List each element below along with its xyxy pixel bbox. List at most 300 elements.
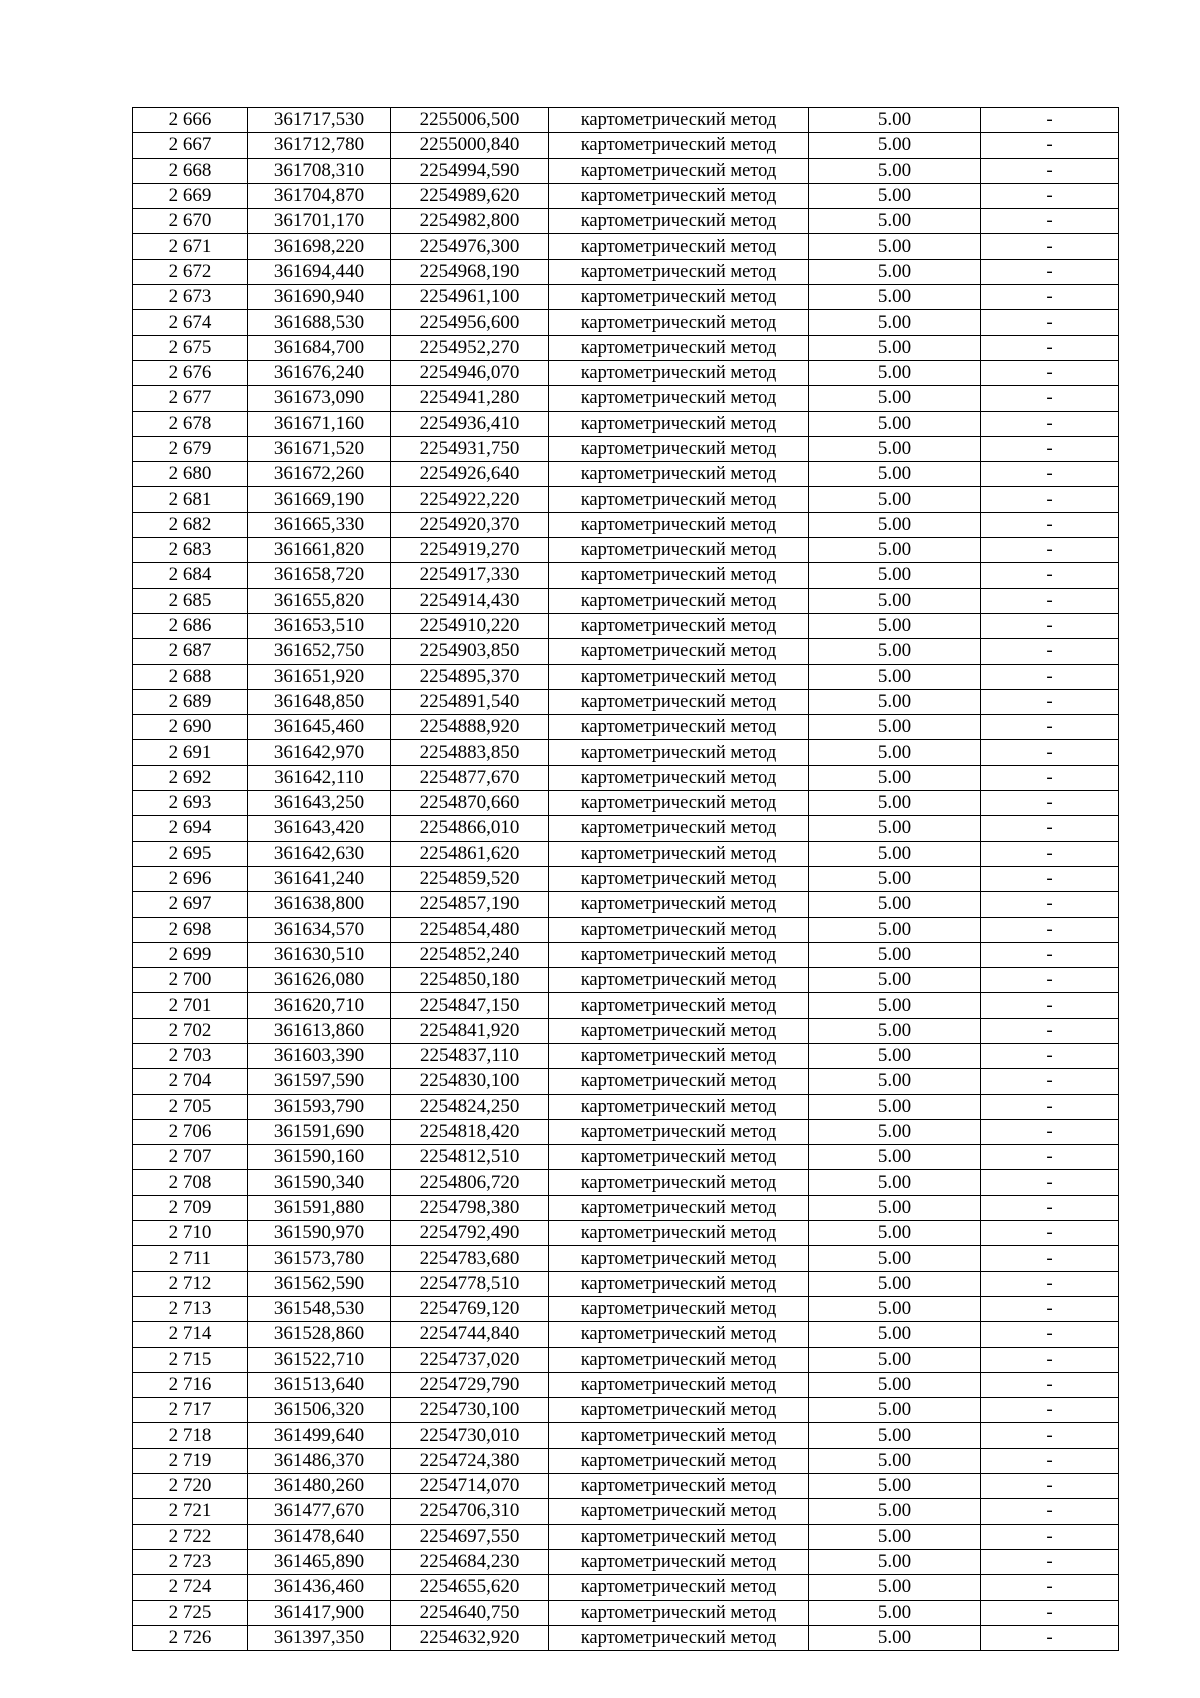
- x-coordinate-cell: 361643,420: [248, 816, 391, 841]
- table-row: [133, 335, 1119, 360]
- note-cell: -: [981, 1372, 1119, 1397]
- method-cell: картометрический метод: [549, 1499, 809, 1524]
- y-coordinate-cell: 2254847,150: [391, 993, 549, 1018]
- table-row: [133, 841, 1119, 866]
- y-coordinate-cell: 2254737,020: [391, 1347, 549, 1372]
- y-coordinate-cell: 2254920,370: [391, 512, 549, 537]
- method-cell: картометрический метод: [549, 1221, 809, 1246]
- point-number-cell: 2 682: [133, 512, 248, 537]
- point-number-cell: 2 667: [133, 133, 248, 158]
- point-number-cell: 2 696: [133, 866, 248, 891]
- table-row: [133, 689, 1119, 714]
- note-cell: -: [981, 841, 1119, 866]
- x-coordinate-cell: 361613,860: [248, 1018, 391, 1043]
- table-row: [133, 1524, 1119, 1549]
- note-cell: -: [981, 1195, 1119, 1220]
- method-cell: картометрический метод: [549, 1423, 809, 1448]
- table-row: [133, 1094, 1119, 1119]
- accuracy-cell: 5.00: [809, 1474, 981, 1499]
- accuracy-cell: 5.00: [809, 1069, 981, 1094]
- point-number-cell: 2 709: [133, 1195, 248, 1220]
- point-number-cell: 2 673: [133, 285, 248, 310]
- note-cell: -: [981, 1600, 1119, 1625]
- y-coordinate-cell: 2254946,070: [391, 360, 549, 385]
- y-coordinate-cell: 2254866,010: [391, 816, 549, 841]
- method-cell: картометрический метод: [549, 816, 809, 841]
- accuracy-cell: 5.00: [809, 1119, 981, 1144]
- method-cell: картометрический метод: [549, 841, 809, 866]
- x-coordinate-cell: 361652,750: [248, 639, 391, 664]
- table-row: [133, 133, 1119, 158]
- method-cell: картометрический метод: [549, 968, 809, 993]
- method-cell: картометрический метод: [549, 942, 809, 967]
- table-row: [133, 1372, 1119, 1397]
- note-cell: -: [981, 1549, 1119, 1574]
- table-row: [133, 183, 1119, 208]
- note-cell: -: [981, 866, 1119, 891]
- accuracy-cell: 5.00: [809, 1221, 981, 1246]
- x-coordinate-cell: 361708,310: [248, 158, 391, 183]
- y-coordinate-cell: 2255000,840: [391, 133, 549, 158]
- y-coordinate-cell: 2254982,800: [391, 209, 549, 234]
- y-coordinate-cell: 2254684,230: [391, 1549, 549, 1574]
- accuracy-cell: 5.00: [809, 1398, 981, 1423]
- method-cell: картометрический метод: [549, 917, 809, 942]
- table-row: [133, 158, 1119, 183]
- note-cell: -: [981, 639, 1119, 664]
- method-cell: картометрический метод: [549, 765, 809, 790]
- table-row: [133, 942, 1119, 967]
- accuracy-cell: 5.00: [809, 1195, 981, 1220]
- x-coordinate-cell: 361486,370: [248, 1448, 391, 1473]
- y-coordinate-cell: 2254931,750: [391, 436, 549, 461]
- point-number-cell: 2 704: [133, 1069, 248, 1094]
- y-coordinate-cell: 2254806,720: [391, 1170, 549, 1195]
- table-row: [133, 1069, 1119, 1094]
- x-coordinate-cell: 361436,460: [248, 1575, 391, 1600]
- table-row: [133, 1575, 1119, 1600]
- point-number-cell: 2 688: [133, 664, 248, 689]
- table-row: [133, 285, 1119, 310]
- accuracy-cell: 5.00: [809, 436, 981, 461]
- method-cell: картометрический метод: [549, 1600, 809, 1625]
- accuracy-cell: 5.00: [809, 259, 981, 284]
- method-cell: картометрический метод: [549, 487, 809, 512]
- point-number-cell: 2 679: [133, 436, 248, 461]
- table-row: [133, 487, 1119, 512]
- table-row: [133, 538, 1119, 563]
- y-coordinate-cell: 2254976,300: [391, 234, 549, 259]
- note-cell: -: [981, 335, 1119, 360]
- point-number-cell: 2 698: [133, 917, 248, 942]
- point-number-cell: 2 711: [133, 1246, 248, 1271]
- x-coordinate-cell: 361672,260: [248, 462, 391, 487]
- table-row: [133, 209, 1119, 234]
- method-cell: картометрический метод: [549, 310, 809, 335]
- table-row: [133, 259, 1119, 284]
- accuracy-cell: 5.00: [809, 639, 981, 664]
- method-cell: картометрический метод: [549, 1322, 809, 1347]
- point-number-cell: 2 693: [133, 791, 248, 816]
- y-coordinate-cell: 2254961,100: [391, 285, 549, 310]
- accuracy-cell: 5.00: [809, 1549, 981, 1574]
- x-coordinate-cell: 361638,800: [248, 892, 391, 917]
- note-cell: -: [981, 1423, 1119, 1448]
- y-coordinate-cell: 2254903,850: [391, 639, 549, 664]
- note-cell: -: [981, 613, 1119, 638]
- method-cell: картометрический метод: [549, 1398, 809, 1423]
- point-number-cell: 2 674: [133, 310, 248, 335]
- y-coordinate-cell: 2254922,220: [391, 487, 549, 512]
- table-row: [133, 1119, 1119, 1144]
- method-cell: картометрический метод: [549, 462, 809, 487]
- note-cell: -: [981, 968, 1119, 993]
- method-cell: картометрический метод: [549, 993, 809, 1018]
- x-coordinate-cell: 361694,440: [248, 259, 391, 284]
- table-row: [133, 411, 1119, 436]
- x-coordinate-cell: 361597,590: [248, 1069, 391, 1094]
- accuracy-cell: 5.00: [809, 1271, 981, 1296]
- note-cell: -: [981, 917, 1119, 942]
- x-coordinate-cell: 361634,570: [248, 917, 391, 942]
- x-coordinate-cell: 361590,160: [248, 1145, 391, 1170]
- method-cell: картометрический метод: [549, 1018, 809, 1043]
- x-coordinate-cell: 361651,920: [248, 664, 391, 689]
- y-coordinate-cell: 2254697,550: [391, 1524, 549, 1549]
- point-number-cell: 2 692: [133, 765, 248, 790]
- table-row: [133, 1474, 1119, 1499]
- table-row: [133, 765, 1119, 790]
- accuracy-cell: 5.00: [809, 715, 981, 740]
- accuracy-cell: 5.00: [809, 411, 981, 436]
- x-coordinate-cell: 361648,850: [248, 689, 391, 714]
- method-cell: картометрический метод: [549, 563, 809, 588]
- y-coordinate-cell: 2254910,220: [391, 613, 549, 638]
- note-cell: -: [981, 563, 1119, 588]
- y-coordinate-cell: 2254968,190: [391, 259, 549, 284]
- method-cell: картометрический метод: [549, 689, 809, 714]
- table-row: [133, 234, 1119, 259]
- x-coordinate-cell: 361591,690: [248, 1119, 391, 1144]
- method-cell: картометрический метод: [549, 1195, 809, 1220]
- point-number-cell: 2 685: [133, 588, 248, 613]
- table-row: [133, 1322, 1119, 1347]
- accuracy-cell: 5.00: [809, 1043, 981, 1068]
- y-coordinate-cell: 2254798,380: [391, 1195, 549, 1220]
- note-cell: -: [981, 892, 1119, 917]
- x-coordinate-cell: 361717,530: [248, 108, 391, 133]
- note-cell: -: [981, 411, 1119, 436]
- x-coordinate-cell: 361528,860: [248, 1322, 391, 1347]
- table-row: [133, 1195, 1119, 1220]
- accuracy-cell: 5.00: [809, 892, 981, 917]
- point-number-cell: 2 710: [133, 1221, 248, 1246]
- note-cell: -: [981, 386, 1119, 411]
- table-row: [133, 512, 1119, 537]
- accuracy-cell: 5.00: [809, 1296, 981, 1321]
- note-cell: -: [981, 310, 1119, 335]
- table-row: [133, 462, 1119, 487]
- point-number-cell: 2 678: [133, 411, 248, 436]
- x-coordinate-cell: 361671,520: [248, 436, 391, 461]
- y-coordinate-cell: 2254895,370: [391, 664, 549, 689]
- table-row: [133, 1625, 1119, 1650]
- method-cell: картометрический метод: [549, 1524, 809, 1549]
- x-coordinate-cell: 361626,080: [248, 968, 391, 993]
- y-coordinate-cell: 2254852,240: [391, 942, 549, 967]
- table-row: [133, 1018, 1119, 1043]
- y-coordinate-cell: 2254952,270: [391, 335, 549, 360]
- note-cell: -: [981, 816, 1119, 841]
- table-row: [133, 386, 1119, 411]
- accuracy-cell: 5.00: [809, 563, 981, 588]
- x-coordinate-cell: 361653,510: [248, 613, 391, 638]
- x-coordinate-cell: 361590,340: [248, 1170, 391, 1195]
- point-number-cell: 2 677: [133, 386, 248, 411]
- point-number-cell: 2 694: [133, 816, 248, 841]
- x-coordinate-cell: 361630,510: [248, 942, 391, 967]
- note-cell: -: [981, 1018, 1119, 1043]
- method-cell: картометрический метод: [549, 1372, 809, 1397]
- accuracy-cell: 5.00: [809, 1246, 981, 1271]
- y-coordinate-cell: 2255006,500: [391, 108, 549, 133]
- accuracy-cell: 5.00: [809, 1322, 981, 1347]
- point-number-cell: 2 680: [133, 462, 248, 487]
- x-coordinate-cell: 361661,820: [248, 538, 391, 563]
- x-coordinate-cell: 361655,820: [248, 588, 391, 613]
- note-cell: -: [981, 436, 1119, 461]
- accuracy-cell: 5.00: [809, 689, 981, 714]
- table-row: [133, 1347, 1119, 1372]
- x-coordinate-cell: 361397,350: [248, 1625, 391, 1650]
- method-cell: картометрический метод: [549, 892, 809, 917]
- table-row: [133, 917, 1119, 942]
- y-coordinate-cell: 2254744,840: [391, 1322, 549, 1347]
- table-row: [133, 1296, 1119, 1321]
- note-cell: -: [981, 234, 1119, 259]
- x-coordinate-cell: 361642,970: [248, 740, 391, 765]
- table-row: [133, 968, 1119, 993]
- method-cell: картометрический метод: [549, 1043, 809, 1068]
- point-number-cell: 2 703: [133, 1043, 248, 1068]
- point-number-cell: 2 669: [133, 183, 248, 208]
- note-cell: -: [981, 791, 1119, 816]
- point-number-cell: 2 686: [133, 613, 248, 638]
- note-cell: -: [981, 588, 1119, 613]
- accuracy-cell: 5.00: [809, 360, 981, 385]
- table-row: [133, 588, 1119, 613]
- table-row: [133, 360, 1119, 385]
- y-coordinate-cell: 2254655,620: [391, 1575, 549, 1600]
- y-coordinate-cell: 2254783,680: [391, 1246, 549, 1271]
- table-row: [133, 1170, 1119, 1195]
- accuracy-cell: 5.00: [809, 108, 981, 133]
- y-coordinate-cell: 2254989,620: [391, 183, 549, 208]
- point-number-cell: 2 699: [133, 942, 248, 967]
- x-coordinate-cell: 361620,710: [248, 993, 391, 1018]
- x-coordinate-cell: 361641,240: [248, 866, 391, 891]
- accuracy-cell: 5.00: [809, 841, 981, 866]
- x-coordinate-cell: 361593,790: [248, 1094, 391, 1119]
- x-coordinate-cell: 361671,160: [248, 411, 391, 436]
- note-cell: -: [981, 259, 1119, 284]
- point-number-cell: 2 687: [133, 639, 248, 664]
- x-coordinate-cell: 361522,710: [248, 1347, 391, 1372]
- y-coordinate-cell: 2254891,540: [391, 689, 549, 714]
- accuracy-cell: 5.00: [809, 310, 981, 335]
- accuracy-cell: 5.00: [809, 765, 981, 790]
- y-coordinate-cell: 2254888,920: [391, 715, 549, 740]
- point-number-cell: 2 684: [133, 563, 248, 588]
- accuracy-cell: 5.00: [809, 1575, 981, 1600]
- point-number-cell: 2 683: [133, 538, 248, 563]
- y-coordinate-cell: 2254830,100: [391, 1069, 549, 1094]
- y-coordinate-cell: 2254936,410: [391, 411, 549, 436]
- method-cell: картометрический метод: [549, 1170, 809, 1195]
- method-cell: картометрический метод: [549, 639, 809, 664]
- table-row: [133, 310, 1119, 335]
- note-cell: -: [981, 360, 1119, 385]
- method-cell: картометрический метод: [549, 411, 809, 436]
- table-row: [133, 740, 1119, 765]
- point-number-cell: 2 706: [133, 1119, 248, 1144]
- x-coordinate-cell: 361658,720: [248, 563, 391, 588]
- y-coordinate-cell: 2254914,430: [391, 588, 549, 613]
- x-coordinate-cell: 361645,460: [248, 715, 391, 740]
- y-coordinate-cell: 2254837,110: [391, 1043, 549, 1068]
- y-coordinate-cell: 2254854,480: [391, 917, 549, 942]
- note-cell: -: [981, 689, 1119, 714]
- point-number-cell: 2 689: [133, 689, 248, 714]
- table-row: [133, 1145, 1119, 1170]
- note-cell: -: [981, 462, 1119, 487]
- accuracy-cell: 5.00: [809, 968, 981, 993]
- method-cell: картометрический метод: [549, 158, 809, 183]
- table-row: [133, 639, 1119, 664]
- accuracy-cell: 5.00: [809, 1625, 981, 1650]
- point-number-cell: 2 670: [133, 209, 248, 234]
- method-cell: картометрический метод: [549, 108, 809, 133]
- x-coordinate-cell: 361688,530: [248, 310, 391, 335]
- method-cell: картометрический метод: [549, 335, 809, 360]
- table-row: [133, 892, 1119, 917]
- note-cell: -: [981, 183, 1119, 208]
- point-number-cell: 2 720: [133, 1474, 248, 1499]
- note-cell: -: [981, 1043, 1119, 1068]
- y-coordinate-cell: 2254730,100: [391, 1398, 549, 1423]
- x-coordinate-cell: 361548,530: [248, 1296, 391, 1321]
- point-number-cell: 2 726: [133, 1625, 248, 1650]
- accuracy-cell: 5.00: [809, 1423, 981, 1448]
- note-cell: -: [981, 1119, 1119, 1144]
- note-cell: -: [981, 1347, 1119, 1372]
- y-coordinate-cell: 2254841,920: [391, 1018, 549, 1043]
- note-cell: -: [981, 512, 1119, 537]
- accuracy-cell: 5.00: [809, 285, 981, 310]
- point-number-cell: 2 705: [133, 1094, 248, 1119]
- method-cell: картометрический метод: [549, 588, 809, 613]
- method-cell: картометрический метод: [549, 1069, 809, 1094]
- accuracy-cell: 5.00: [809, 942, 981, 967]
- note-cell: -: [981, 740, 1119, 765]
- y-coordinate-cell: 2254877,670: [391, 765, 549, 790]
- y-coordinate-cell: 2254706,310: [391, 1499, 549, 1524]
- point-number-cell: 2 725: [133, 1600, 248, 1625]
- note-cell: -: [981, 715, 1119, 740]
- note-cell: -: [981, 1069, 1119, 1094]
- x-coordinate-cell: 361712,780: [248, 133, 391, 158]
- accuracy-cell: 5.00: [809, 386, 981, 411]
- y-coordinate-cell: 2254714,070: [391, 1474, 549, 1499]
- table-row: [133, 1423, 1119, 1448]
- note-cell: -: [981, 1499, 1119, 1524]
- point-number-cell: 2 668: [133, 158, 248, 183]
- accuracy-cell: 5.00: [809, 158, 981, 183]
- method-cell: картометрический метод: [549, 613, 809, 638]
- y-coordinate-cell: 2254859,520: [391, 866, 549, 891]
- note-cell: -: [981, 1271, 1119, 1296]
- method-cell: картометрический метод: [549, 1549, 809, 1574]
- note-cell: -: [981, 1322, 1119, 1347]
- table-row: [133, 613, 1119, 638]
- x-coordinate-cell: 361673,090: [248, 386, 391, 411]
- y-coordinate-cell: 2254926,640: [391, 462, 549, 487]
- accuracy-cell: 5.00: [809, 740, 981, 765]
- y-coordinate-cell: 2254850,180: [391, 968, 549, 993]
- accuracy-cell: 5.00: [809, 1448, 981, 1473]
- y-coordinate-cell: 2254724,380: [391, 1448, 549, 1473]
- method-cell: картометрический метод: [549, 1347, 809, 1372]
- x-coordinate-cell: 361690,940: [248, 285, 391, 310]
- table-row: [133, 1549, 1119, 1574]
- table-row: [133, 1398, 1119, 1423]
- point-number-cell: 2 723: [133, 1549, 248, 1574]
- note-cell: -: [981, 1296, 1119, 1321]
- method-cell: картометрический метод: [549, 715, 809, 740]
- note-cell: -: [981, 209, 1119, 234]
- x-coordinate-cell: 361669,190: [248, 487, 391, 512]
- table-row: [133, 1271, 1119, 1296]
- y-coordinate-cell: 2254640,750: [391, 1600, 549, 1625]
- table-row: [133, 1448, 1119, 1473]
- x-coordinate-cell: 361465,890: [248, 1549, 391, 1574]
- y-coordinate-cell: 2254729,790: [391, 1372, 549, 1397]
- note-cell: -: [981, 487, 1119, 512]
- table-row: [133, 816, 1119, 841]
- method-cell: картометрический метод: [549, 436, 809, 461]
- method-cell: картометрический метод: [549, 259, 809, 284]
- note-cell: -: [981, 942, 1119, 967]
- x-coordinate-cell: 361499,640: [248, 1423, 391, 1448]
- x-coordinate-cell: 361591,880: [248, 1195, 391, 1220]
- x-coordinate-cell: 361478,640: [248, 1524, 391, 1549]
- y-coordinate-cell: 2254632,920: [391, 1625, 549, 1650]
- point-number-cell: 2 715: [133, 1347, 248, 1372]
- method-cell: картометрический метод: [549, 1271, 809, 1296]
- x-coordinate-cell: 361642,110: [248, 765, 391, 790]
- table-row: [133, 1221, 1119, 1246]
- note-cell: -: [981, 765, 1119, 790]
- accuracy-cell: 5.00: [809, 1600, 981, 1625]
- point-number-cell: 2 713: [133, 1296, 248, 1321]
- point-number-cell: 2 721: [133, 1499, 248, 1524]
- note-cell: -: [981, 1575, 1119, 1600]
- accuracy-cell: 5.00: [809, 1145, 981, 1170]
- point-number-cell: 2 707: [133, 1145, 248, 1170]
- accuracy-cell: 5.00: [809, 133, 981, 158]
- note-cell: -: [981, 1094, 1119, 1119]
- table-row: [133, 993, 1119, 1018]
